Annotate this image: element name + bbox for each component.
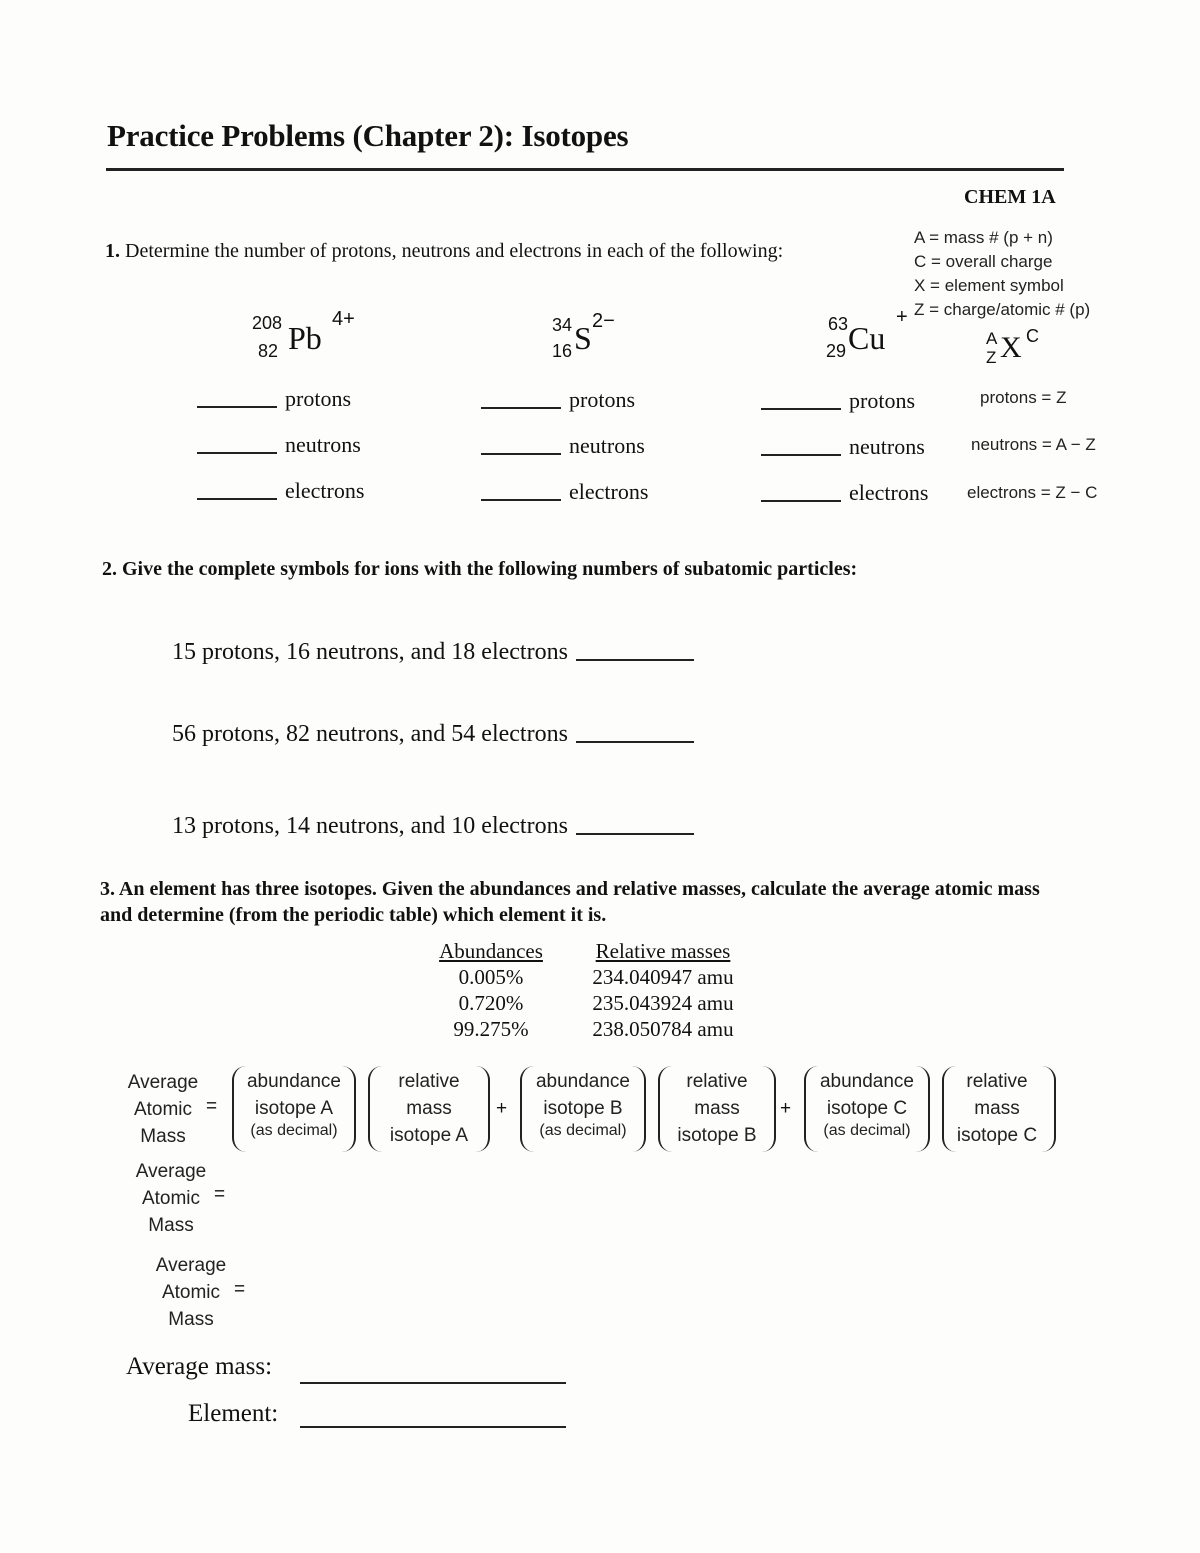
cu-neutrons-blank[interactable] <box>761 454 841 456</box>
mass-header: Relative masses <box>595 939 731 963</box>
term-line: mass <box>974 1098 1020 1119</box>
question-2-number: 2. <box>102 558 117 580</box>
avg-word-1: Average <box>155 1255 227 1276</box>
q2-item-text: 56 protons, 82 neutrons, and 54 electrons <box>172 721 568 747</box>
avg-word-2: Atomic <box>133 1099 193 1120</box>
question-1 <box>105 240 783 263</box>
isotope-symbol: Pb <box>288 320 322 356</box>
average-mass-label: Average mass: <box>126 1353 273 1380</box>
question-3 <box>100 876 1065 928</box>
q2-item-text: 13 protons, 14 neutrons, and 10 electrons <box>172 813 568 839</box>
abundance-value: 99.275% <box>453 1017 529 1041</box>
average-atomic-mass-label-2 <box>126 1158 216 1239</box>
avg-word-3: Mass <box>168 1309 214 1330</box>
term-line: isotope B <box>677 1125 757 1146</box>
element-label: Element: <box>188 1400 279 1427</box>
abundance-value: 0.005% <box>458 965 524 989</box>
general-a: A <box>986 329 998 348</box>
isotope-charge: 4+ <box>332 308 355 330</box>
term-line: relative <box>966 1071 1028 1092</box>
question-2-text: Give the complete symbols for ions with the following numbers of subatomic particles: <box>122 558 858 580</box>
formula-electrons: electrons = Z − C <box>967 483 1098 502</box>
mass-value: 234.040947 amu <box>592 965 734 989</box>
pb-protons-row <box>197 386 351 412</box>
cu-electrons-row <box>761 480 928 506</box>
q2-item-2 <box>172 721 694 748</box>
isotope-charge: + <box>896 306 908 328</box>
legend-x: X = element symbol <box>914 276 1064 295</box>
s-protons-row <box>481 387 635 413</box>
abundance-header: Abundances <box>439 939 543 963</box>
abundance-b-text <box>520 1068 646 1140</box>
term-line: relative <box>686 1071 748 1092</box>
electrons-label: electrons <box>285 478 365 503</box>
abundance-value: 0.720% <box>458 991 524 1015</box>
cu-neutrons-row <box>761 434 925 460</box>
q2-item-3 <box>172 813 694 840</box>
isotope-mass-number: 63 <box>828 314 849 334</box>
mass-b-text <box>656 1068 778 1149</box>
protons-label: protons <box>285 386 351 411</box>
course-label: CHEM 1A <box>964 186 1056 208</box>
title-rule <box>106 168 1064 171</box>
cu-electrons-blank[interactable] <box>761 500 841 502</box>
equals-sign: = <box>214 1184 226 1205</box>
isotope-mass-number: 208 <box>252 313 283 333</box>
abundance-c-text <box>804 1068 930 1140</box>
question-3-number: 3. <box>100 878 115 900</box>
avg-word-2: Atomic <box>161 1282 221 1303</box>
isotope-s <box>550 306 650 366</box>
term-line: relative <box>398 1071 460 1092</box>
pb-electrons-blank[interactable] <box>197 498 277 500</box>
q2-item-1 <box>172 639 694 666</box>
avg-word-1: Average <box>135 1161 207 1182</box>
electrons-label: electrons <box>849 480 929 505</box>
term-line: isotope A <box>389 1125 469 1146</box>
term-line: (as decimal) <box>539 1122 627 1139</box>
term-line: (as decimal) <box>250 1122 338 1139</box>
average-atomic-mass-label-3 <box>146 1252 236 1333</box>
pb-neutrons-row <box>197 432 361 458</box>
isotope-atomic-number: 82 <box>258 341 279 361</box>
isotope-symbol: S <box>574 320 592 356</box>
s-neutrons-blank[interactable] <box>481 453 561 455</box>
plus-sign: + <box>780 1098 792 1119</box>
term-line: mass <box>694 1098 740 1119</box>
formula-protons: protons = Z <box>980 388 1067 407</box>
page-title: Practice Problems (Chapter 2): Isotopes <box>107 118 629 153</box>
mass-a-text <box>368 1068 490 1149</box>
protons-label: protons <box>569 387 635 412</box>
formula-neutrons: neutrons = A − Z <box>971 435 1096 454</box>
general-notation <box>984 326 1064 376</box>
neutrons-label: neutrons <box>849 434 925 459</box>
avg-word-2: Atomic <box>141 1188 201 1209</box>
term-line: isotope A <box>254 1098 334 1119</box>
mass-c-text <box>938 1068 1056 1149</box>
cu-protons-blank[interactable] <box>761 408 841 410</box>
s-electrons-blank[interactable] <box>481 499 561 501</box>
abundance-column <box>426 938 556 1042</box>
question-2 <box>102 558 857 581</box>
isotope-symbol: Cu <box>848 320 886 356</box>
mass-column <box>578 938 748 1042</box>
mass-value: 238.050784 amu <box>592 1017 734 1041</box>
term-line: isotope B <box>543 1098 623 1119</box>
term-line: mass <box>406 1098 452 1119</box>
element-blank[interactable] <box>300 1426 566 1428</box>
isotope-atomic-number: 16 <box>552 341 573 361</box>
plus-sign: + <box>496 1098 508 1119</box>
q2-answer-blank-3[interactable] <box>576 833 694 835</box>
abundance-a-text <box>232 1068 356 1140</box>
isotope-cu <box>826 306 926 366</box>
average-mass-blank[interactable] <box>300 1382 566 1384</box>
pb-electrons-row <box>197 478 364 504</box>
equals-sign: = <box>206 1096 218 1117</box>
isotope-atomic-number: 29 <box>826 341 847 361</box>
isotope-pb <box>252 306 382 366</box>
electrons-label: electrons <box>569 479 649 504</box>
notation-legend <box>914 226 1090 322</box>
s-protons-blank[interactable] <box>481 407 561 409</box>
mass-value: 235.043924 amu <box>592 991 734 1015</box>
question-3-text: An element has three isotopes. Given the abundances and relative masses, calculate the average atomic mass and determine (from the periodic table) which element it is. <box>100 878 1040 926</box>
q2-answer-blank-2[interactable] <box>576 741 694 743</box>
general-c: C <box>1026 326 1039 346</box>
general-symbol: X <box>1000 331 1022 364</box>
general-z: Z <box>986 348 997 367</box>
isotope-mass-number: 34 <box>552 315 573 335</box>
term-line: (as decimal) <box>823 1122 911 1139</box>
term-line: isotope C <box>956 1125 1038 1146</box>
neutrons-label: neutrons <box>285 432 361 457</box>
pb-protons-blank[interactable] <box>197 406 277 408</box>
avg-word-3: Mass <box>140 1126 186 1147</box>
term-line: abundance <box>246 1071 342 1092</box>
equals-sign: = <box>234 1279 246 1300</box>
avg-word-1: Average <box>127 1072 199 1093</box>
question-1-number: 1. <box>105 240 120 262</box>
legend-c: C = overall charge <box>914 252 1053 271</box>
s-neutrons-row <box>481 433 645 459</box>
protons-label: protons <box>849 388 915 413</box>
question-1-text: Determine the number of protons, neutrons and electrons in each of the following: <box>125 240 784 262</box>
legend-a: A = mass # (p + n) <box>914 228 1053 247</box>
term-line: abundance <box>535 1071 631 1092</box>
term-line: abundance <box>819 1071 915 1092</box>
pb-neutrons-blank[interactable] <box>197 452 277 454</box>
avg-word-3: Mass <box>148 1215 194 1236</box>
s-electrons-row <box>481 479 648 505</box>
average-atomic-mass-label <box>118 1069 208 1150</box>
cu-protons-row <box>761 388 915 414</box>
q2-answer-blank-1[interactable] <box>576 659 694 661</box>
legend-z: Z = charge/atomic # (p) <box>914 300 1091 319</box>
neutrons-label: neutrons <box>569 433 645 458</box>
term-line: isotope C <box>826 1098 908 1119</box>
isotope-charge: 2− <box>592 310 615 332</box>
q2-item-text: 15 protons, 16 neutrons, and 18 electrons <box>172 639 568 665</box>
